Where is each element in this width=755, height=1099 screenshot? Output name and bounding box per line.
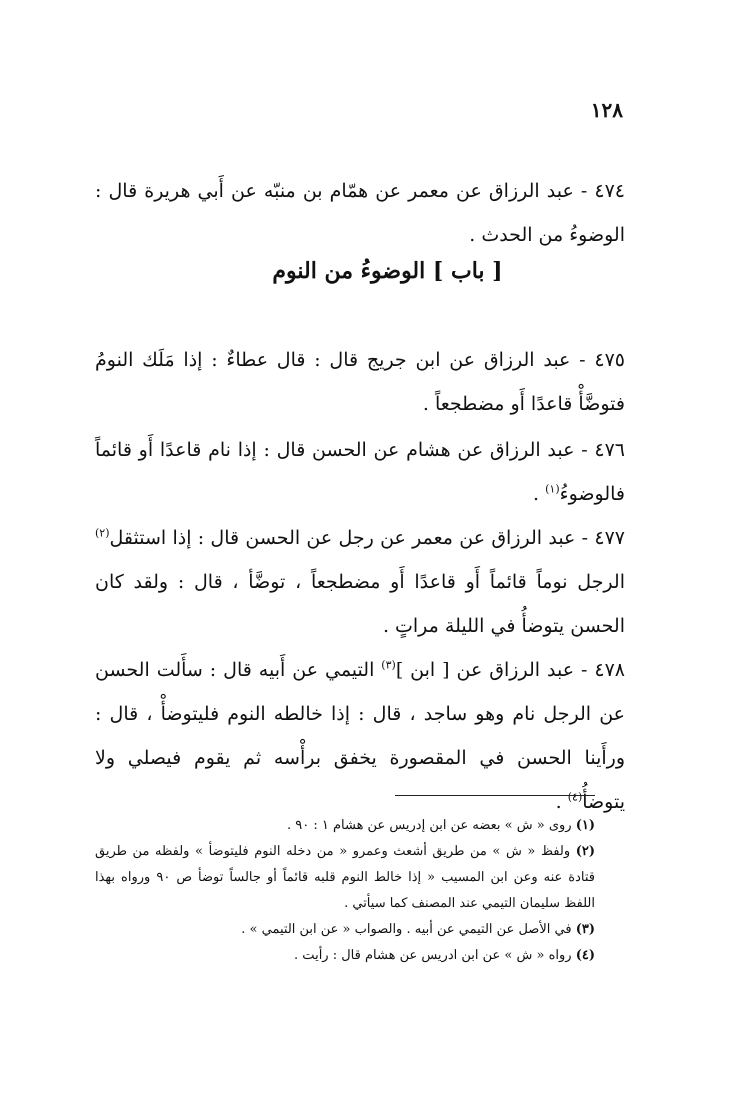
hadith-476-text: ٤٧٦ - عبد الرزاق عن هشام عن الحسن قال : إذا نام قاعدًا أَو قائماً فالوضوءُ <box>95 439 625 505</box>
footnote-3-text: في الأصل عن التيمي عن أبيه . والصواب « عن ابن التيمي » . <box>241 922 572 937</box>
footnote-1-text: روى « ش » بعضه عن ابن إدريس عن هشام ١ : ٩٠ . <box>286 818 572 833</box>
page-number: ١٢٨ <box>590 98 623 122</box>
hadith-476 <box>95 428 625 516</box>
hadith-478 <box>95 648 625 824</box>
footnote-4 <box>95 943 625 969</box>
hadith-477 <box>95 516 625 648</box>
footnote-ref-3: (٣) <box>381 658 396 672</box>
footnote-ref-1: (١) <box>545 482 560 496</box>
footnote-2 <box>95 839 625 917</box>
hadith-475: ٤٧٥ - عبد الرزاق عن ابن جريج قال : قال عطاءٌ : إذا مَلَك النومُ فتوضَّأْ قاعدًا أَو مضطجعاً . <box>95 349 625 415</box>
footnote-divider <box>395 795 595 796</box>
footnotes <box>95 813 625 969</box>
hadith-478-text-b: التيمي عن أَبيه قال : سأَلت الحسن عن الرجل نام وهو ساجد ، قال : إذا خالطه النوم فليتوضأْ ، قال : ورأَينا الحسن في المقصورة يخفق برأْسه ثم يقوم فيصلي ولا يتوضأُ <box>95 659 625 813</box>
footnote-ref-4: (٤) <box>567 790 583 804</box>
footnote-ref-2: (٢) <box>95 526 110 540</box>
footnote-1-label: (١) <box>575 818 595 833</box>
chapter-heading: [ باب ] الوضوءُ من النوم <box>272 258 503 284</box>
hadith-476-end: . <box>533 483 546 505</box>
footnote-2-label: (٢) <box>575 844 596 859</box>
footnote-1 <box>95 813 625 839</box>
footnote-4-label: (٤) <box>575 948 595 963</box>
footnote-3 <box>95 917 625 943</box>
hadith-477-text-a: ٤٧٧ - عبد الرزاق عن معمر عن رجل عن الحسن قال : إذا استثقل <box>109 527 625 549</box>
hadith-474: ٤٧٤ - عبد الرزاق عن معمر عن همّام بن منبّه عن أَبي هريرة قال : الوضوءُ من الحدث . <box>95 180 625 246</box>
hadith-478-end: . <box>555 791 568 813</box>
footnote-3-label: (٣) <box>575 922 595 937</box>
footnote-4-text: رواه « ش » عن ابن ادريس عن هشام قال : رأيت . <box>294 948 572 963</box>
hadith-477-text-b: الرجل نوماً قائماً أَو قاعدًا أَو مضطجعاً ، توضَّأ ، قال : ولقد كان الحسن يتوضأُ في الليلة مراتٍ . <box>95 571 625 637</box>
footnote-2-text: ولفظ « ش » من طريق أشعث وعمرو « من دخله النوم فليتوضأ » ولفظه من طريق قتادة عنه وعن ابن المسيب « إذا خالط النوم قلبه قائماً أو جالساً توضأ ص ٩٠ ورواه بهذا اللفظ سليمان التيمي عند المصنف كما سيأتي . <box>95 844 595 911</box>
hadith-478-text-a: ٤٧٨ - عبد الرزاق عن [ ابن ] <box>395 659 625 681</box>
